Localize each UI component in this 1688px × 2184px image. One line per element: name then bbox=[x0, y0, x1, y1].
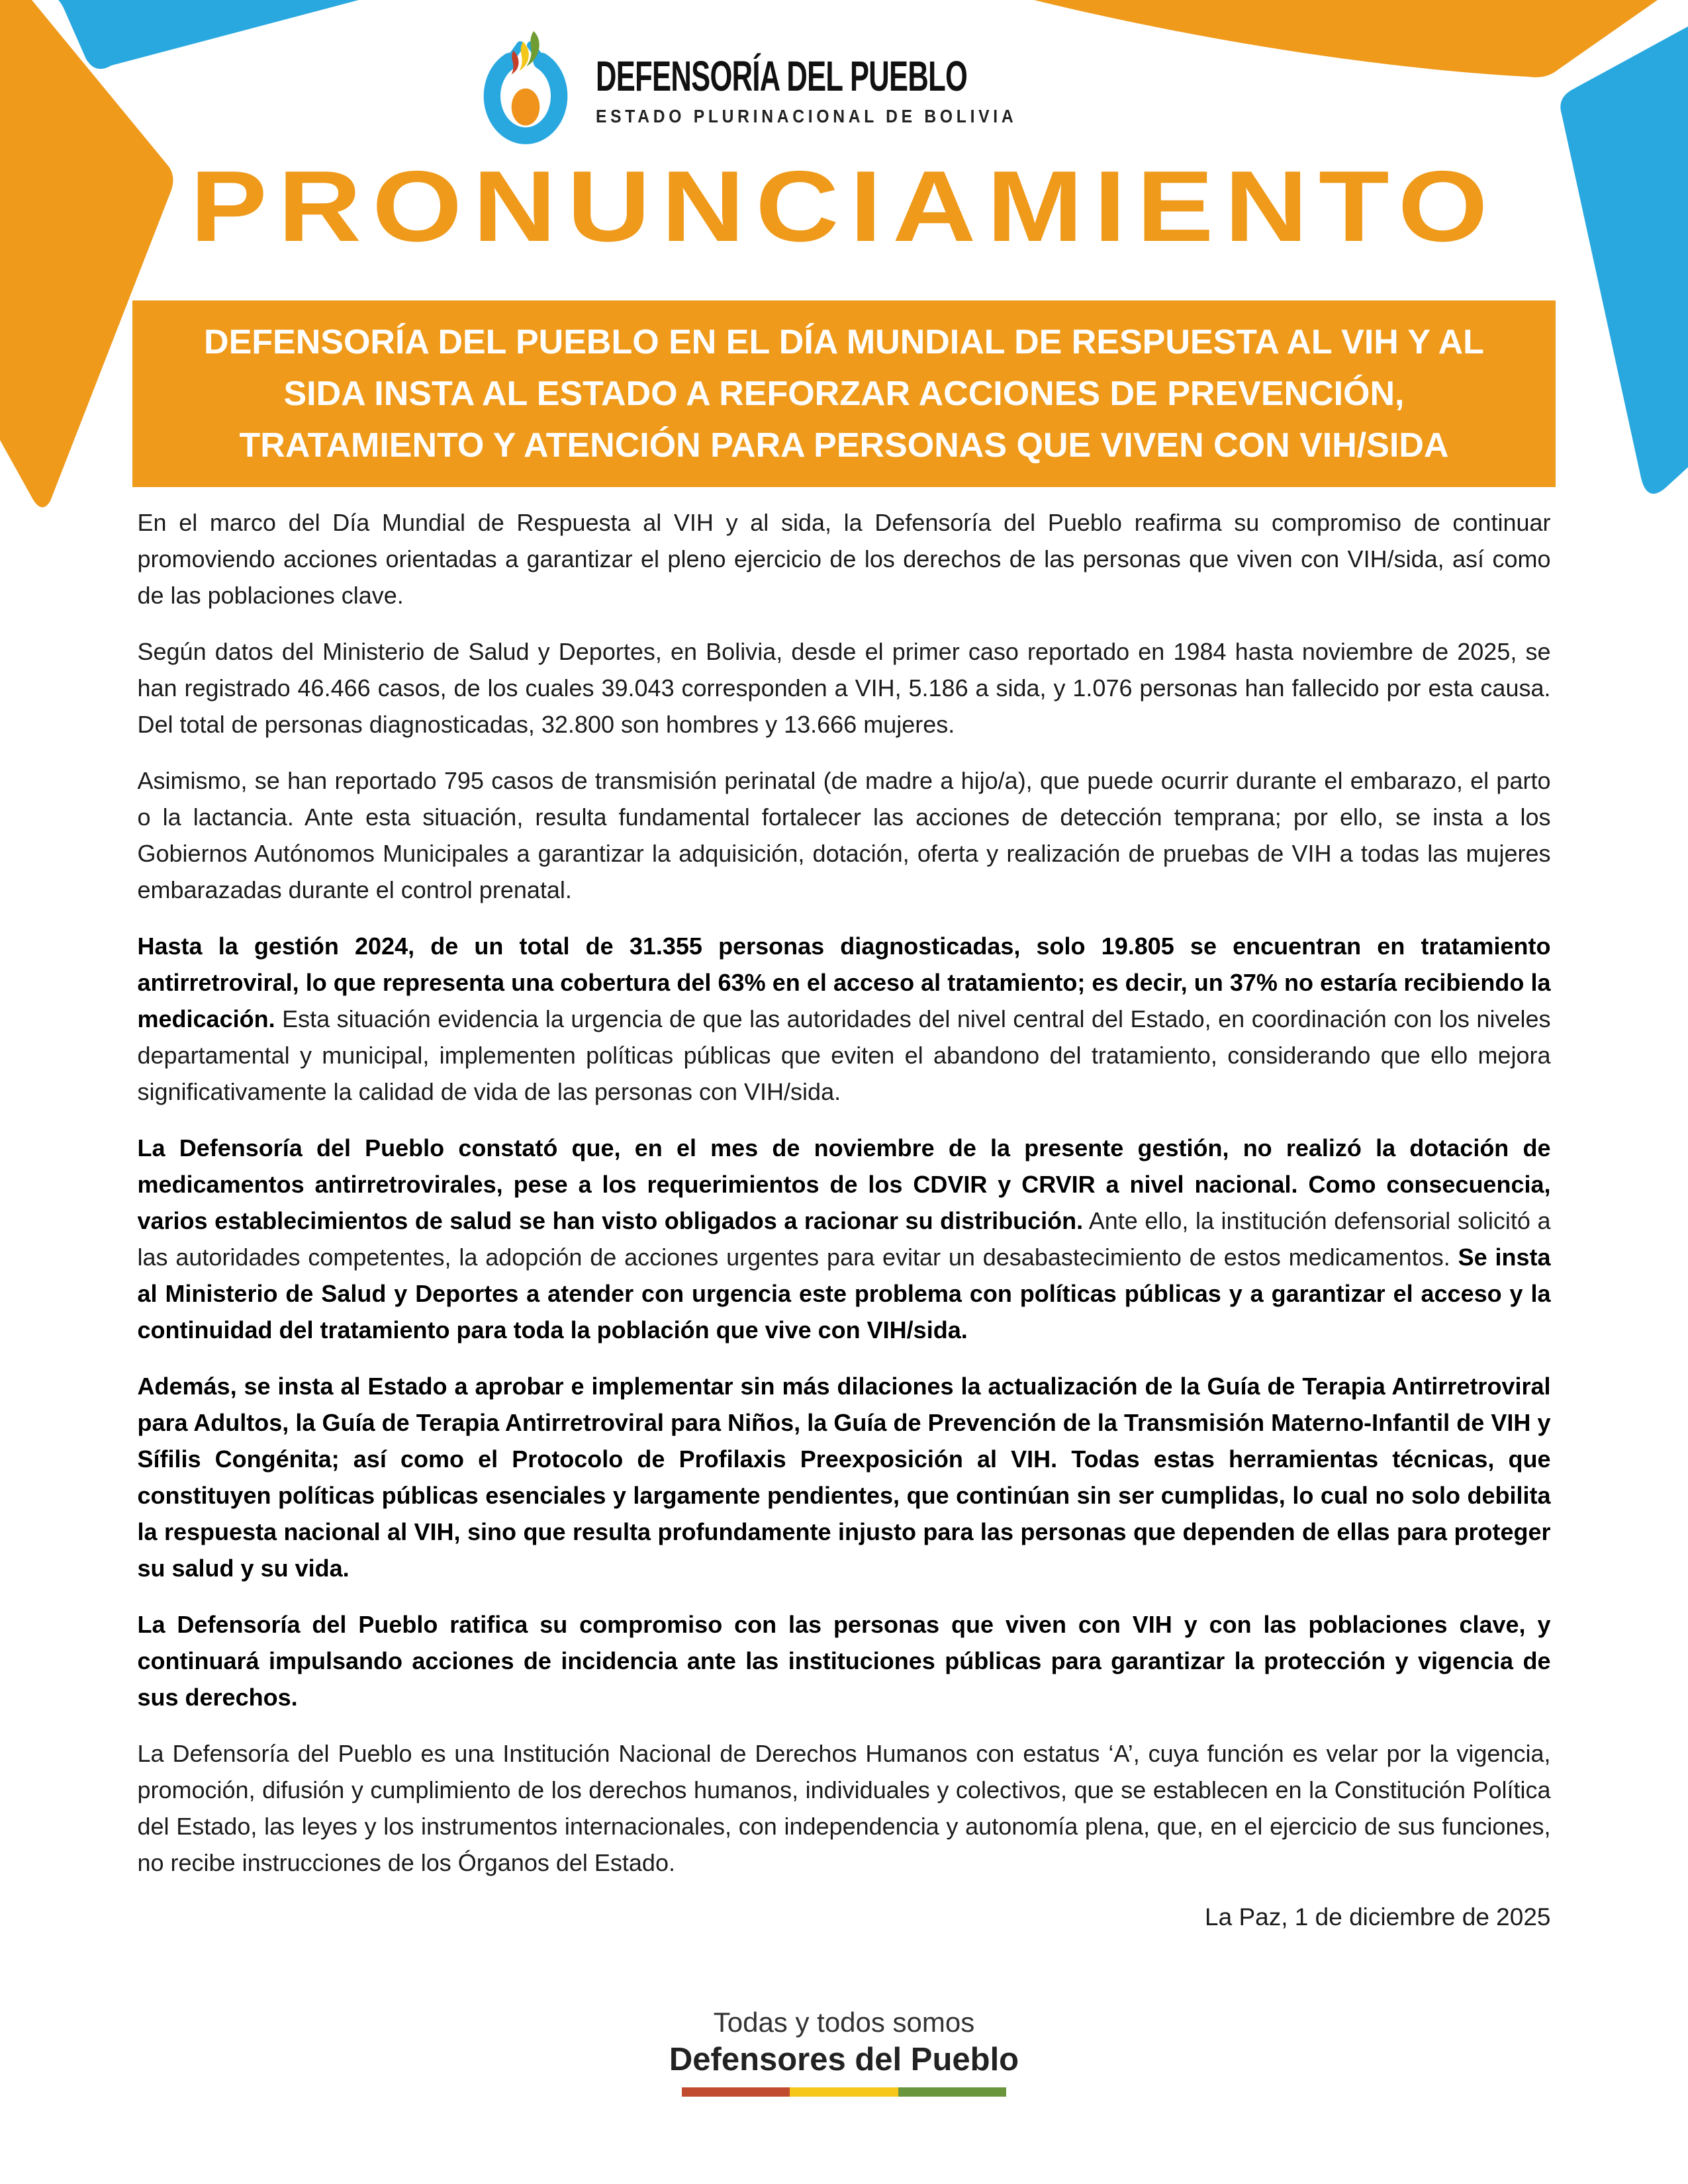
footer-slogan bbox=[0, 2007, 1688, 2097]
flag-bar-yellow bbox=[790, 2087, 898, 2097]
logo-institution-subtitle: ESTADO PLURINACIONAL DE BOLIVIA bbox=[596, 106, 1017, 126]
footer-slogan-line1: Todas y todos somos bbox=[713, 2007, 975, 2038]
document-title-text: PRONUNCIAMIENTO bbox=[189, 150, 1499, 263]
defensoria-del-pueblo-logo-icon bbox=[473, 30, 579, 148]
text-segment-bold: Hasta la gestión 2024, de un total de 31.355 personas diagnosticadas, solo 19.805 se encuentran en tratamiento antirretroviral, lo que representa una cobertura del 63% en el acceso al tratamiento; es decir, un 37% no estaría recibiendo la medicación. bbox=[137, 933, 1551, 1032]
institution-logo bbox=[473, 30, 1142, 148]
paragraph-7 bbox=[138, 1606, 1551, 1715]
flag-bar-red bbox=[682, 2087, 790, 2097]
headline-banner: DEFENSORÍA DEL PUEBLO EN EL DÍA MUNDIAL DE RESPUESTA AL VIH Y AL SIDA INSTA AL ESTADO A REFORZAR ACCIONES DE PREVENCIÓN, TRATAMIENTO Y ATENCIÓN PARA PERSONAS QUE VIVEN CON VIH/SIDA bbox=[132, 300, 1556, 487]
text-segment: En el marco del Día Mundial de Respuesta al VIH y al sida, la Defensoría del Pueblo reafirma su compromiso de continuar promoviendo acciones orientadas a garantizar el pleno ejercicio de los derechos de las personas que viven con VIH/sida, así como de las poblaciones clave. bbox=[137, 509, 1551, 609]
paragraph-8 bbox=[138, 1735, 1551, 1881]
logo-wordmark bbox=[596, 52, 1142, 127]
document-title bbox=[0, 151, 1688, 294]
flag-bar-green bbox=[898, 2087, 1006, 2097]
bolivia-flag-bar bbox=[682, 2087, 1006, 2097]
text-segment: Asimismo, se han reportado 795 casos de transmisión perinatal (de madre a hijo/a), que puede ocurrir durante el embarazo, el parto o la lactancia. Ante esta situación, resulta fundamental fortalecer las acciones de detección temprana; por ello, se insta a los Gobiernos Autónomos Municipales a garantizar la adquisición, dotación, oferta y realización de pruebas de VIH a todas las mujeres embarazadas durante el control prenatal. bbox=[137, 767, 1551, 903]
text-segment-bold: Además, se insta al Estado a aprobar e implementar sin más dilaciones la actualización de la Guía de Terapia Antirretroviral para Adultos, la Guía de Terapia Antirretroviral para Niños, la Guía de Prevención de la Transmisión Materno-Infantil de VIH y Sífilis Congénita; así como el Protocolo de Profilaxis Preexposición al VIH. Todas estas herramientas técnicas, que constituyen políticas públicas esenciales y largamente pendientes, que continúan sin ser cumplidas, lo cual no solo debilita la respuesta nacional al VIH, sino que resulta profundamente injusto para las personas que dependen de ellas para proteger su salud y su vida. bbox=[137, 1373, 1551, 1582]
document-body bbox=[138, 504, 1551, 1934]
text-segment-bold: La Defensoría del Pueblo ratifica su compromiso con las personas que viven con VIH y con las poblaciones clave, y continuará impulsando acciones de incidencia ante las instituciones públicas para garantizar la protección y vigencia de sus derechos. bbox=[137, 1611, 1551, 1711]
text-segment-bold: La Defensoría del Pueblo constató que, en el mes de noviembre de la presente gestión, no realizó la dotación de medicamentos antirretrovirales, pese a los requerimientos de los CDVIR y CRVIR a nivel nacional. Como consecuencia, varios establecimientos de salud se han visto obligados a racionar su distribución. bbox=[137, 1134, 1551, 1234]
footer-slogan-line2: Defensores del Pueblo bbox=[669, 2042, 1019, 2077]
date-place-line: La Paz, 1 de diciembre de 2025 bbox=[1205, 1903, 1551, 1931]
paragraph-6 bbox=[138, 1368, 1551, 1586]
logo-institution-name: DEFENSORÍA DEL PUEBLO bbox=[596, 52, 968, 100]
paragraph-5 bbox=[138, 1130, 1551, 1348]
paragraph-3 bbox=[138, 762, 1551, 908]
text-segment: La Defensoría del Pueblo es una Institución Nacional de Derechos Humanos con estatus ‘A’, cuya función es velar por la vigencia, promoción, difusión y cumplimiento de los derechos humanos, individuales y colectivos, que se establecen en la Constitución Política del Estado, las leyes y los instrumentos internacionales, con independencia y autonomía plena, que, en el ejercicio de sus funciones, no recibe instrucciones de los Órganos del Estado. bbox=[137, 1740, 1551, 1876]
paragraph-1 bbox=[138, 504, 1551, 614]
text-segment-bold: Se insta al Ministerio de Salud y Deportes a atender con urgencia este problema con políticas públicas y a garantizar el acceso y la continuidad del tratamiento para toda la población que vive con VIH/sida. bbox=[137, 1244, 1551, 1343]
text-segment: Ante ello, la institución defensorial solicitó a las autoridades competentes, la adopción de acciones urgentes para evitar un desabastecimiento de estos medicamentos. bbox=[137, 1207, 1551, 1271]
paragraph-2 bbox=[138, 633, 1551, 743]
text-segment: Según datos del Ministerio de Salud y Deportes, en Bolivia, desde el primer caso reportado en 1984 hasta noviembre de 2025, se han registrado 46.466 casos, de los cuales 39.043 corresponden a VIH, 5.186 a sida, y 1.076 personas han fallecido por esta causa. Del total de personas diagnosticadas, 32.800 son hombres y 13.666 mujeres. bbox=[137, 638, 1551, 738]
text-segment: Esta situación evidencia la urgencia de que las autoridades del nivel central del Estado, en coordinación con los niveles departamental y municipal, implementen políticas públicas que eviten el abandono del tratamiento, considerando que ello mejora significativamente la calidad de vida de las personas con VIH/sida. bbox=[137, 1005, 1551, 1105]
paragraph-4 bbox=[138, 928, 1551, 1110]
